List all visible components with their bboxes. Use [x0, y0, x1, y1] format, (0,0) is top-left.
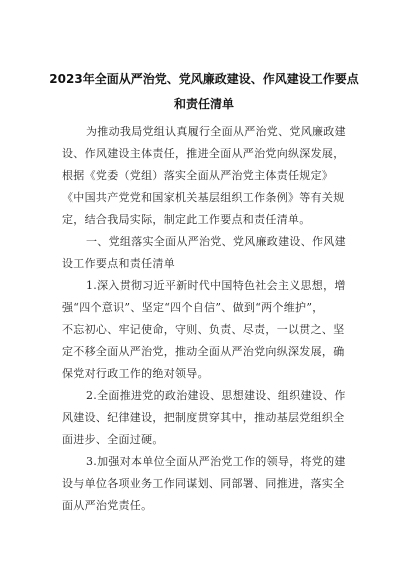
document-body — [62, 121, 354, 517]
body-line: 1.深入贯彻习近平新时代中国特色社会主义思想，增 — [86, 279, 346, 292]
item-1-paragraph — [62, 275, 354, 385]
body-line: 《中国共产党党和国家机关基层组织工作条例》等有关规 — [62, 191, 345, 204]
document-title-line-1: 2023年全面从严治党、党风廉政建设、作风建设工作要点 — [49, 72, 359, 86]
body-line: 设工作要点和责任清单 — [62, 257, 175, 270]
intro-paragraph — [62, 121, 354, 231]
body-line: 面进步、全面过硬。 — [62, 433, 164, 446]
body-line: 强“四个意识”、坚定“四个自信”、做到“两个维护”， — [62, 301, 324, 314]
body-line: 2.全面推进党的政治建设、思想建设、组织建设、作 — [86, 389, 346, 402]
body-line: 为推动我局党组认真履行全面从严治党、党风廉政建 — [86, 125, 346, 138]
item-2-paragraph — [62, 385, 354, 451]
section-heading-1 — [62, 231, 354, 275]
body-line: 设与单位各项业务工作同谋划、同部署、同推进，落实全 — [62, 477, 345, 490]
body-line: 面从严治党责任。 — [62, 499, 153, 512]
body-line: 风建设、纪律建设，把制度贯穿其中，推动基层党组织全 — [62, 411, 345, 424]
body-line: 根据《党委（党组）落实全面从严治党主体责任规定》 — [62, 169, 334, 182]
body-line: 不忘初心、牢记使命，守则、负责、尽责，一以贯之、坚 — [62, 323, 345, 336]
body-line: 保党对行政工作的绝对领导。 — [62, 367, 209, 380]
body-line: 一、党组落实全面从严治党、党风廉政建设、作风建 — [86, 235, 346, 248]
body-line: 定不移全面从严治党，推动全面从严治党向纵深发展，确 — [62, 345, 345, 358]
body-line: 3.加强对本单位全面从严治党工作的领导，将党的建 — [86, 455, 346, 468]
document-title-line-2: 和责任清单 — [173, 97, 234, 111]
body-line: 设、作风建设主体责任，推进全面从严治党向纵深发展， — [62, 147, 345, 160]
body-line: 定，结合我局实际，制定此工作要点和责任清单。 — [62, 213, 311, 226]
item-3-paragraph — [62, 451, 354, 517]
